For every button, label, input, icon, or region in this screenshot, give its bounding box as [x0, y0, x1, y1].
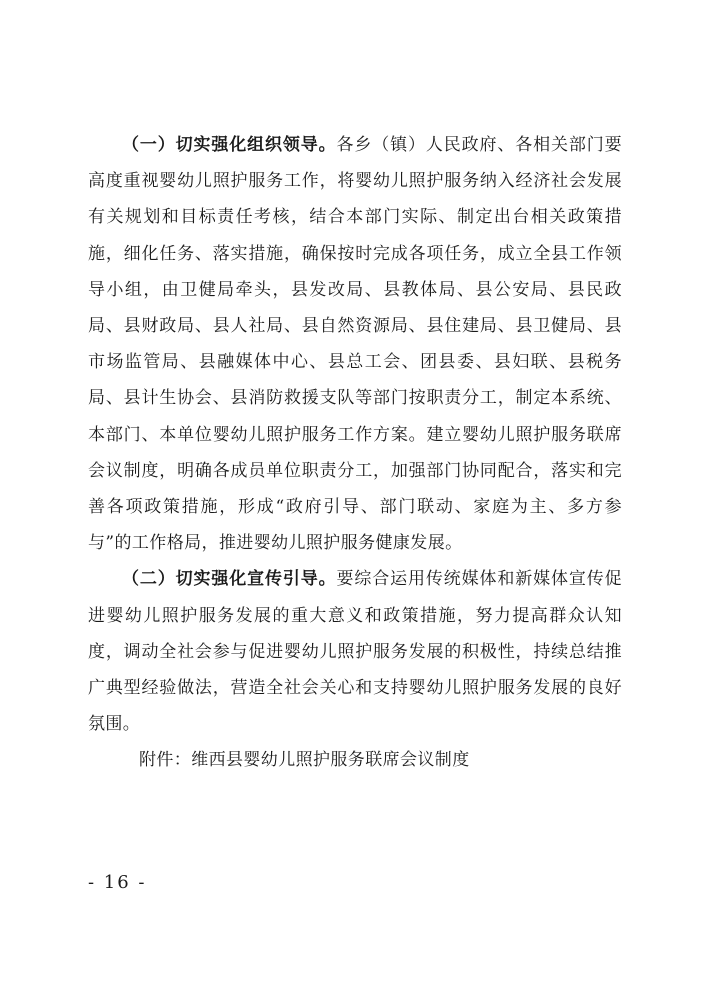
section-2-paragraph: [88, 561, 622, 742]
section-1-heading: （一）切实强化组织领导。: [122, 135, 337, 155]
attachment-note: 附件：维西县婴幼儿照护服务联席会议制度: [139, 750, 470, 771]
section-2-heading: （二）切实强化宣传引导。: [122, 569, 337, 590]
page-number: - 16 -: [88, 872, 147, 893]
section-2-text: 要综合运用传统媒体和新媒体宣传促进婴幼儿照护服务发展的重大意义和政策措施，努力提高群众认知度，调动全社会参与促进婴幼儿照护服务发展的积极性，持续总结推广典型经验做法，营造全社会关心和支持婴幼儿照护服务发展的良好氛围。: [88, 569, 622, 735]
section-1-text: 各乡（镇）人民政府、各相关部门要高度重视婴幼儿照护服务工作，将婴幼儿照护服务纳入经济社会发展有关规划和目标责任考核，结合本部门实际、制定出台相关政策措施，细化任务、落实措施，确保按时完成各项任务，成立全县工作领导小组，由卫健局牵头，县发改局、县教体局、县公安局、县民政局、县财政局、县人社局、县自然资源局、县住建局、县卫健局、县市场监管局、县融媒体中心、县总工会、团县委、县妇联、县税务局、县计生协会、县消防救援支队等部门按职责分工，制定本系统、本部门、本单位婴幼儿照护服务工作方案。建立婴幼儿照护服务联席会议制度，明确各成员单位职责分工，加强部门协同配合，落实和完善各项政策措施，形成“政府引导、部门联动、家庭为主、多方参与”的工作格局，推进婴幼儿照护服务健康发展。: [88, 135, 622, 554]
section-1-paragraph: [88, 127, 622, 561]
document-body: [88, 127, 622, 779]
